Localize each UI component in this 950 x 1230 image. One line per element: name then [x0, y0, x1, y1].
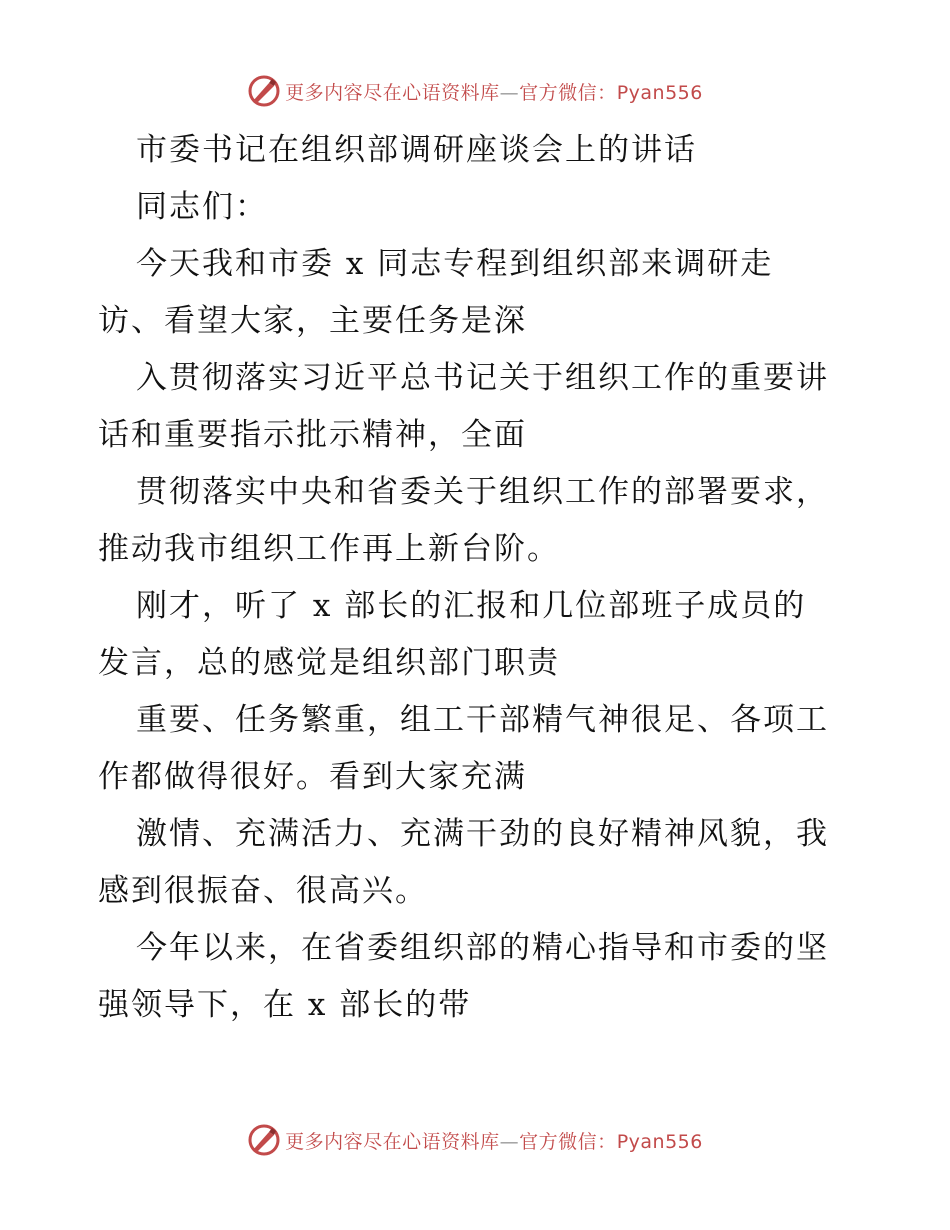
- text-line: 今年以来，在省委组织部的精心指导和市委的坚: [136, 930, 829, 966]
- watermark-text: [285, 78, 703, 105]
- watermark-wechat-label: 官方微信：: [519, 1130, 617, 1153]
- header-watermark: [0, 71, 950, 111]
- text-line: 推动我市组织工作再上新台阶。: [98, 531, 560, 567]
- watermark-wechat-id: Pyan556: [616, 1130, 703, 1153]
- watermark-wechat-id: Pyan556: [616, 81, 703, 104]
- text-line: 重要、任务繁重，组工干部精气神很足、各项工: [136, 702, 829, 738]
- document-title: 市委书记在组织部调研座谈会上的讲话: [136, 132, 697, 168]
- watermark-separator: —: [499, 81, 520, 104]
- text-line: 强领导下，在 x 部长的带: [98, 987, 472, 1023]
- footer-watermark: [0, 1120, 950, 1160]
- text-line: 贯彻落实中央和省委关于组织工作的部署要求，: [136, 474, 829, 510]
- watermark-separator: —: [499, 1130, 520, 1153]
- feather-pen-logo-icon: [247, 74, 281, 108]
- feather-pen-logo-icon: [247, 1123, 281, 1157]
- text-line: 访、看望大家，主要任务是深: [98, 303, 527, 339]
- document-body: [98, 122, 858, 1034]
- text-line: 激情、充满活力、充满干劲的良好精神风貌，我: [136, 816, 829, 852]
- text-line: 同志们：: [136, 189, 268, 225]
- watermark-brand: 更多内容尽在心语资料库: [285, 81, 500, 104]
- watermark-text: [285, 1127, 703, 1154]
- text-line: 入贯彻落实习近平总书记关于组织工作的重要讲: [136, 360, 829, 396]
- text-line: 作都做得很好。看到大家充满: [98, 759, 527, 795]
- text-line: 感到很振奋、很高兴。: [98, 873, 428, 909]
- watermark-brand: 更多内容尽在心语资料库: [285, 1130, 500, 1153]
- text-line: 刚才，听了 x 部长的汇报和几位部班子成员的: [136, 588, 807, 624]
- text-line: 今天我和市委 x 同志专程到组织部来调研走: [136, 246, 774, 282]
- watermark-wechat-label: 官方微信：: [519, 81, 617, 104]
- text-line: 发言，总的感觉是组织部门职责: [98, 645, 560, 681]
- text-line: 话和重要指示批示精神，全面: [98, 417, 527, 453]
